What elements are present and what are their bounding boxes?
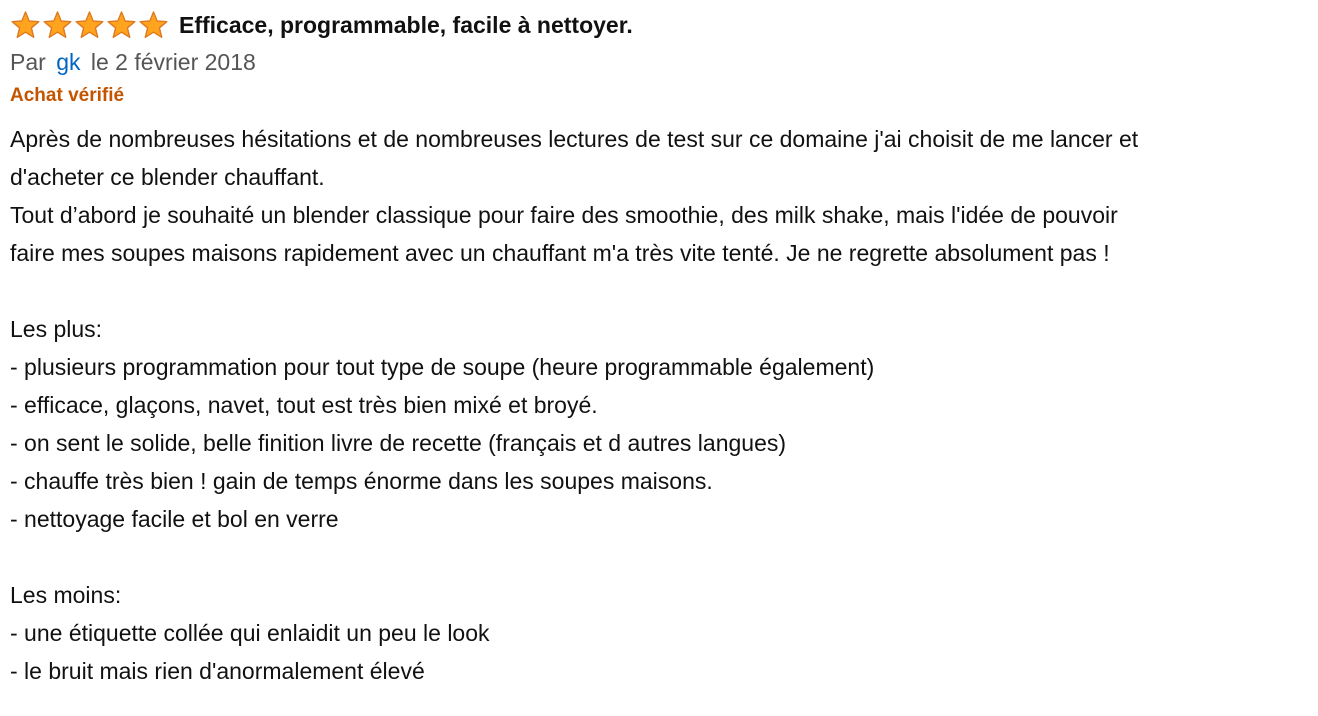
- author-link[interactable]: gk: [56, 49, 81, 75]
- review-body-line: Après de nombreuses hésitations et de nombreuses lectures de test sur ce domaine j'ai choisit de me lancer et: [10, 126, 1139, 152]
- star-icon: [74, 11, 105, 39]
- review-title[interactable]: Efficace, programmable, facile à nettoyer.: [179, 12, 633, 38]
- pros-heading: Les plus:: [10, 316, 103, 342]
- review-date: le 2 février 2018: [90, 49, 256, 75]
- star-icon: [10, 11, 41, 39]
- pros-item: - chauffe très bien ! gain de temps énorme dans les soupes maisons.: [10, 468, 713, 494]
- cons-heading: Les moins:: [10, 582, 122, 608]
- cons-item: - le bruit mais rien d'anormalement élevé: [10, 658, 425, 684]
- review-byline: [10, 48, 1318, 76]
- cons-item: - une étiquette collée qui enlaidit un peu le look: [10, 620, 490, 646]
- star-icon: [106, 11, 137, 39]
- verified-purchase-badge: Achat vérifié: [10, 85, 125, 106]
- pros-item: - efficace, glaçons, navet, tout est très bien mixé et broyé.: [10, 392, 598, 418]
- star-icon: [138, 11, 169, 39]
- byline-prefix: Par: [10, 49, 46, 75]
- star-rating[interactable]: [10, 11, 170, 39]
- review-body-line: d'acheter ce blender chauffant.: [10, 164, 325, 190]
- review-body: [10, 120, 1310, 690]
- pros-item: - on sent le solide, belle finition livre de recette (français et d autres langues): [10, 430, 787, 456]
- paragraph-spacer: [10, 272, 1310, 310]
- pros-item: - plusieurs programmation pour tout type de soupe (heure programmable également): [10, 354, 875, 380]
- pros-item: - nettoyage facile et bol en verre: [10, 506, 339, 532]
- star-icon: [42, 11, 73, 39]
- paragraph-spacer: [10, 538, 1310, 576]
- review-body-line: Tout d’abord je souhaité un blender classique pour faire des smoothie, des milk shake, mais l'idée de pouvoir: [10, 202, 1118, 228]
- review-body-line: faire mes soupes maisons rapidement avec un chauffant m'a très vite tenté. Je ne regrette absolument pas !: [10, 240, 1110, 266]
- review-title-row: [10, 10, 1318, 40]
